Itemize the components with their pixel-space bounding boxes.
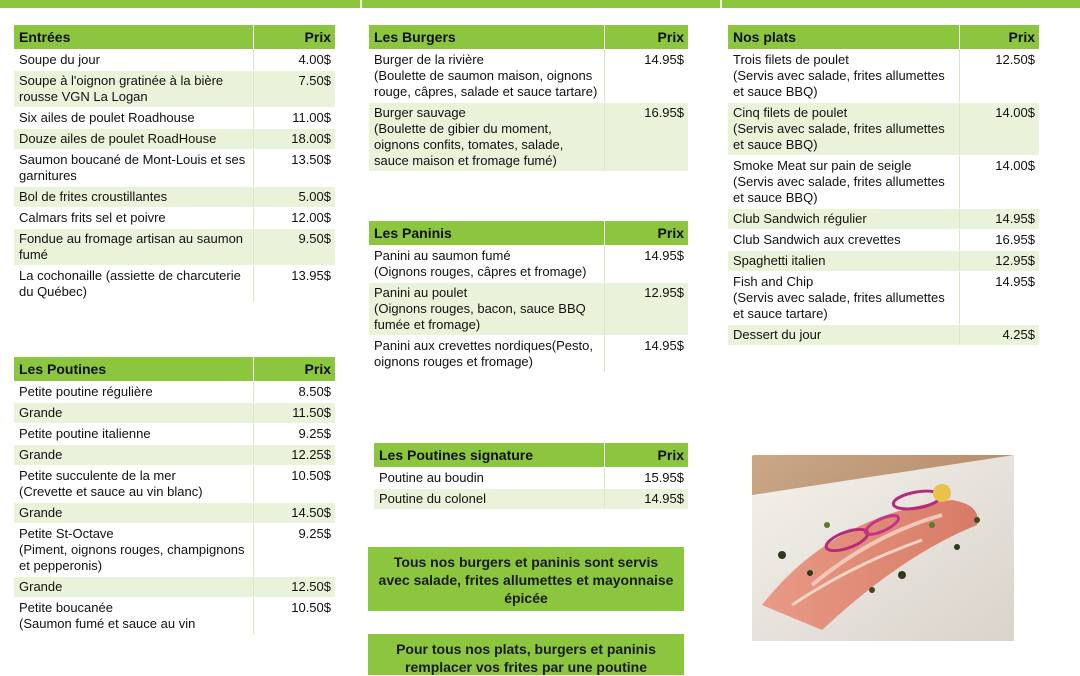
paninis-title: Les Paninis xyxy=(369,221,605,246)
replace-fries-notice: Pour tous nos plats, burgers et paninis remplacer vos frites par une poutine xyxy=(368,634,684,675)
item-name: Poutine au boudin xyxy=(374,468,605,489)
item-name: Grande xyxy=(14,403,254,424)
item-name: Douze ailes de poulet RoadHouse xyxy=(14,129,254,150)
item-name: Panini aux crevettes nordiques(Pesto, oignons rouges et fromage) xyxy=(369,336,605,373)
burgers-price-header: Prix xyxy=(605,25,689,50)
menu-item-row xyxy=(728,230,1040,251)
item-price: 13.95$ xyxy=(254,266,336,303)
item-price: 14.95$ xyxy=(605,50,689,103)
item-name: Cinq filets de poulet (Servis avec salade, frites allumettes et sauce BBQ) xyxy=(728,103,960,156)
menu-item-row xyxy=(14,403,336,424)
menu-item-row xyxy=(14,187,336,208)
item-name: Panini au saumon fumé (Oignons rouges, câpres et fromage) xyxy=(369,246,605,283)
item-name: Burger sauvage (Boulette de gibier du moment, oignons confits, tomates, salade, sauce maison et fromage fumé) xyxy=(369,103,605,172)
item-name: Soupe à l'oignon gratinée à la bière rousse VGN La Logan xyxy=(14,71,254,108)
item-name: Poutine du colonel xyxy=(374,489,605,510)
item-price: 14.00$ xyxy=(960,156,1040,209)
item-name: Calmars frits sel et poivre xyxy=(14,208,254,229)
item-price: 14.95$ xyxy=(960,272,1040,325)
plats-title: Nos plats xyxy=(728,25,960,50)
band-fold-mark xyxy=(720,0,722,8)
menu-item-row xyxy=(728,272,1040,325)
item-price: 5.00$ xyxy=(254,187,336,208)
menu-item-row xyxy=(369,50,689,103)
item-price: 9.50$ xyxy=(254,229,336,266)
item-name: Fondue au fromage artisan au saumon fumé xyxy=(14,229,254,266)
poutines-signature-title: Les Poutines signature xyxy=(374,443,605,468)
item-name: Burger de la rivière (Boulette de saumon maison, oignons rouge, câpres, salade et sauce tartare) xyxy=(369,50,605,103)
item-name: Club Sandwich aux crevettes xyxy=(728,230,960,251)
item-price: 14.95$ xyxy=(605,489,689,510)
item-price: 4.25$ xyxy=(960,325,1040,346)
paninis-price-header: Prix xyxy=(605,221,689,246)
menu-item-row xyxy=(374,489,689,510)
item-name: Trois filets de poulet (Servis avec salade, frites allumettes et sauce BBQ) xyxy=(728,50,960,103)
menu-item-row xyxy=(14,266,336,303)
item-price: 14.95$ xyxy=(605,246,689,283)
item-price: 12.95$ xyxy=(960,251,1040,272)
item-price: 12.50$ xyxy=(254,577,336,598)
item-price: 10.50$ xyxy=(254,598,336,635)
menu-item-row xyxy=(728,156,1040,209)
menu-item-row xyxy=(369,283,689,336)
poutines-title: Les Poutines xyxy=(14,357,254,382)
menu-item-row xyxy=(14,50,336,71)
menu-item-row xyxy=(374,468,689,489)
menu-item-row xyxy=(728,50,1040,103)
item-name: Club Sandwich régulier xyxy=(728,209,960,230)
item-name: Soupe du jour xyxy=(14,50,254,71)
item-name: Dessert du jour xyxy=(728,325,960,346)
item-price: 15.95$ xyxy=(605,468,689,489)
item-price: 13.50$ xyxy=(254,150,336,187)
item-price: 12.00$ xyxy=(254,208,336,229)
item-price: 4.00$ xyxy=(254,50,336,71)
poutines-signature-price-header: Prix xyxy=(605,443,689,468)
smoked-salmon-dish-image xyxy=(752,455,1014,641)
menu-item-row xyxy=(14,382,336,403)
item-name: Petite St-Octave (Piment, oignons rouges, champignons et pepperonis) xyxy=(14,524,254,577)
item-price: 8.50$ xyxy=(254,382,336,403)
poutines-table xyxy=(13,356,336,635)
item-name: Petite boucanée (Saumon fumé et sauce au vin xyxy=(14,598,254,635)
menu-item-row xyxy=(14,150,336,187)
item-price: 11.00$ xyxy=(254,108,336,129)
item-name: Grande xyxy=(14,577,254,598)
menu-item-row xyxy=(14,129,336,150)
plats-table xyxy=(727,24,1040,346)
menu-item-row xyxy=(369,336,689,373)
item-price: 7.50$ xyxy=(254,71,336,108)
menu-item-row xyxy=(14,445,336,466)
item-name: Saumon boucané de Mont-Louis et ses garnitures xyxy=(14,150,254,187)
item-price: 14.95$ xyxy=(605,336,689,373)
item-name: Petite succulente de la mer (Crevette et sauce au vin blanc) xyxy=(14,466,254,503)
menu-item-row xyxy=(14,229,336,266)
item-price: 16.95$ xyxy=(960,230,1040,251)
paninis-table xyxy=(368,220,689,373)
item-name: Fish and Chip (Servis avec salade, frites allumettes et sauce tartare) xyxy=(728,272,960,325)
item-price: 12.25$ xyxy=(254,445,336,466)
menu-item-row xyxy=(728,103,1040,156)
item-price: 11.50$ xyxy=(254,403,336,424)
item-price: 9.25$ xyxy=(254,524,336,577)
menu-item-row xyxy=(14,71,336,108)
item-name: Six ailes de poulet Roadhouse xyxy=(14,108,254,129)
item-price: 14.50$ xyxy=(254,503,336,524)
item-name: Petite poutine italienne xyxy=(14,424,254,445)
poutines-price-header: Prix xyxy=(254,357,336,382)
item-name: Petite poutine régulière xyxy=(14,382,254,403)
menu-item-row xyxy=(369,103,689,172)
item-price: 10.50$ xyxy=(254,466,336,503)
menu-item-row xyxy=(369,246,689,283)
menu-item-row xyxy=(14,598,336,635)
menu-item-row xyxy=(14,466,336,503)
item-price: 18.00$ xyxy=(254,129,336,150)
item-name: Spaghetti italien xyxy=(728,251,960,272)
menu-item-row xyxy=(728,251,1040,272)
dish-photo xyxy=(752,455,1014,641)
menu-item-row xyxy=(728,209,1040,230)
menu-item-row xyxy=(728,325,1040,346)
menu-item-row xyxy=(14,108,336,129)
item-name: Grande xyxy=(14,445,254,466)
poutines-signature-table xyxy=(373,442,689,510)
burgers-paninis-notice: Tous nos burgers et paninis sont servis avec salade, frites allumettes et mayonnaise épicée xyxy=(368,547,684,611)
item-name: Grande xyxy=(14,503,254,524)
item-price: 12.50$ xyxy=(960,50,1040,103)
item-price: 16.95$ xyxy=(605,103,689,172)
item-price: 9.25$ xyxy=(254,424,336,445)
item-price: 14.00$ xyxy=(960,103,1040,156)
item-name: La cochonaille (assiette de charcuterie du Québec) xyxy=(14,266,254,303)
plats-price-header: Prix xyxy=(960,25,1040,50)
band-fold-mark xyxy=(360,0,362,8)
item-name: Smoke Meat sur pain de seigle (Servis avec salade, frites allumettes et sauce BBQ) xyxy=(728,156,960,209)
item-name: Panini au poulet (Oignons rouges, bacon, sauce BBQ fumée et fromage) xyxy=(369,283,605,336)
top-green-band xyxy=(0,0,1080,8)
entrees-price-header: Prix xyxy=(254,25,336,50)
menu-item-row xyxy=(14,524,336,577)
menu-item-row xyxy=(14,503,336,524)
burgers-table xyxy=(368,24,689,172)
item-name: Bol de frites croustillantes xyxy=(14,187,254,208)
menu-item-row xyxy=(14,577,336,598)
menu-item-row xyxy=(14,208,336,229)
item-price: 12.95$ xyxy=(605,283,689,336)
burgers-title: Les Burgers xyxy=(369,25,605,50)
entrees-table xyxy=(13,24,336,303)
menu-item-row xyxy=(14,424,336,445)
entrees-title: Entrées xyxy=(14,25,254,50)
item-price: 14.95$ xyxy=(960,209,1040,230)
